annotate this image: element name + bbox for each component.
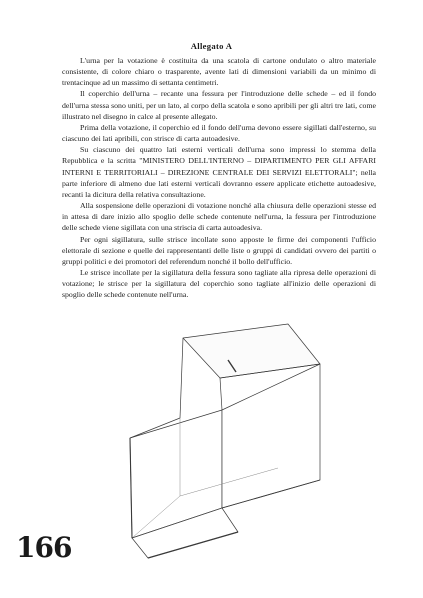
paragraph: Per ogni sigillatura, sulle strisce incollate sono apposte le firme dei componenti l'ufficio elettorale di sezione e quelle dei rappresentanti delle liste o gruppi di candidati ovvero dei partiti o gruppi politici e dei promotori del referendum nonché il bollo dell'ufficio. [62, 234, 376, 266]
page-heading: Allegato A [190, 41, 233, 51]
paragraph: Alla sospensione delle operazioni di votazione nonché alla chiusura delle operazioni stesse ed in attesa di dare inizio allo spoglio delle schede contenute nell'urna, la fessura per l'introduzione delle schede viene sigillata con una striscia di carta autoadesiva. [62, 201, 376, 233]
paragraph: Prima della votazione, il coperchio ed il fondo dell'urna devono essere sigillati dall'esterno, su ciascuno dei lati apribili, con strisce di carta autoadesive. [62, 122, 376, 144]
document-body [62, 55, 376, 300]
paragraph: Il coperchio dell'urna – recante una fessura per l'introduzione delle schede – ed il fondo dell'urna stessa sono uniti, per un lato, al corpo della scatola e sono apribili per gli altri tre lati, come illustrato nel disegno in calce al presente allegato. [62, 89, 376, 121]
ballot-box-illustration [120, 318, 360, 563]
page-number: 166 [16, 531, 72, 564]
paragraph: L'urna per la votazione è costituita da una scatola di cartone ondulato o altro materiale consistente, di colore chiaro o trasparente, avente lati di dimensioni variabili da un minimo di trentacinque ad un massimo di settanta centimetri. [62, 56, 376, 88]
paragraph: Su ciascuno dei quattro lati esterni verticali dell'urna sono impressi lo stemma della Repubblica e la scritta "MINISTERO DELL'INTERNO – DIPARTIMENTO PER GLI AFFARI INTERNI E TERRITORIALI – DIREZIONE CENTRALE DEI SERVIZI ELETTORALI"; nella parte inferiore di almeno due lati esterni verticali dovranno essere applicate etichette autoadesive, recanti la dicitura della relativa consultazione. [62, 145, 376, 199]
paragraph: Le strisce incollate per la sigillatura della fessura sono tagliate alla ripresa delle operazioni di votazione; le strisce per la sigillatura del coperchio sono tagliate all'inizio delle operazioni di spoglio delle schede contenute nell'urna. [62, 267, 376, 300]
ballot-box-drawing [120, 318, 360, 563]
